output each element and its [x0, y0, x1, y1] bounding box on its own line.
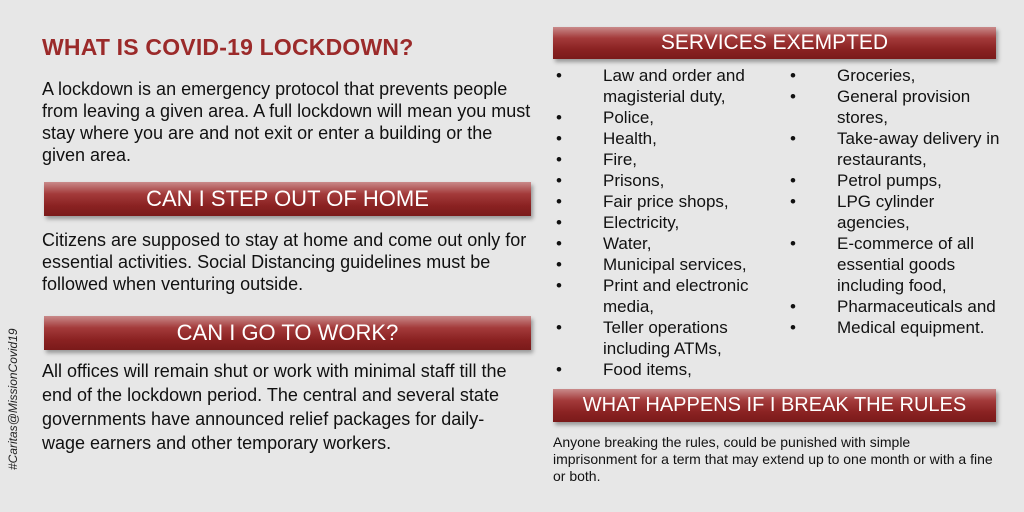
bullet-icon: • — [556, 108, 562, 127]
services-heading: SERVICES EXEMPTED — [660, 31, 889, 54]
service-item-label: Groceries, — [837, 66, 916, 85]
service-item — [553, 233, 778, 254]
step-out-paragraph: Citizens are supposed to stay at home and come out only for essential activities. Social Distancing guidelines must be followed when venturing outside. — [42, 230, 527, 294]
step-out-heading: CAN I STEP OUT OF HOME — [146, 186, 429, 211]
service-item-label: Electricity, — [603, 213, 680, 232]
bullet-icon: • — [790, 318, 796, 337]
bullet-icon: • — [790, 87, 796, 106]
service-item — [787, 170, 1009, 191]
bullet-icon: • — [790, 297, 796, 316]
service-item-label: Petrol pumps, — [837, 171, 942, 190]
service-item — [553, 317, 778, 359]
service-item-label: Pharmaceuticals and — [837, 297, 996, 316]
service-item-label: Fair price shops, — [603, 192, 729, 211]
bullet-icon: • — [790, 129, 796, 148]
service-item — [553, 191, 778, 212]
rules-paragraph: Anyone breaking the rules, could be punished with simple imprisonment for a term that may extend up to one month or with a fine or both. — [553, 434, 993, 484]
intro-paragraph: A lockdown is an emergency protocol that prevents people from leaving a given area. A full lockdown will mean you must stay where you are and not exit or enter a building or the given area. — [42, 79, 531, 165]
page-title: WHAT IS COVID-19 LOCKDOWN? — [42, 34, 414, 60]
service-item-label: E-commerce of all essential goods including food, — [837, 234, 974, 295]
service-item — [553, 107, 778, 128]
service-item — [553, 65, 778, 107]
services-banner — [553, 27, 996, 59]
work-paragraph: All offices will remain shut or work with minimal staff till the end of the lockdown period. The central and several state governments have announced relief packages for daily-wage earners and other temporary workers. — [42, 361, 507, 453]
service-item-label: Print and electronic media, — [603, 276, 749, 316]
services-list-left — [553, 65, 778, 380]
service-item-label: Water, — [603, 234, 652, 253]
bullet-icon: • — [556, 129, 562, 148]
service-item — [553, 170, 778, 191]
service-item — [787, 86, 1009, 128]
bullet-icon: • — [556, 66, 562, 85]
service-item — [787, 296, 1009, 317]
service-item-label: Police, — [603, 108, 655, 127]
services-list-right — [787, 65, 1009, 338]
service-item — [553, 254, 778, 275]
service-item — [787, 317, 1009, 338]
service-item-label: Prisons, — [603, 171, 665, 190]
bullet-icon: • — [556, 213, 562, 232]
service-item-label: Health, — [603, 129, 657, 148]
bullet-icon: • — [790, 66, 796, 85]
watermark-hashtag: #Caritas@MissionCovid19 — [6, 328, 20, 470]
service-item — [787, 128, 1009, 170]
service-item — [787, 191, 1009, 233]
service-item — [553, 359, 778, 380]
service-item-label: Take-away delivery in restaurants, — [837, 129, 1000, 169]
bullet-icon: • — [556, 192, 562, 211]
bullet-icon: • — [556, 234, 562, 253]
service-item — [787, 233, 1009, 296]
service-item-label: Food items, — [603, 360, 692, 379]
service-item — [553, 149, 778, 170]
step-out-banner — [44, 182, 531, 216]
service-item-label: General provision stores, — [837, 87, 971, 127]
work-heading: CAN I GO TO WORK? — [176, 320, 399, 345]
bullet-icon: • — [556, 276, 562, 295]
service-item-label: Law and order and magisterial duty, — [603, 66, 745, 106]
rules-banner — [553, 389, 996, 422]
service-item-label: Medical equipment. — [837, 318, 985, 337]
work-banner — [44, 316, 531, 350]
rules-heading: WHAT HAPPENS IF I BREAK THE RULES — [582, 394, 967, 416]
service-item — [787, 65, 1009, 86]
bullet-icon: • — [790, 171, 796, 190]
bullet-icon: • — [790, 192, 796, 211]
service-item-label: Teller operations including ATMs, — [603, 318, 728, 358]
service-item-label: LPG cylinder agencies, — [837, 192, 935, 232]
bullet-icon: • — [556, 318, 562, 337]
bullet-icon: • — [556, 171, 562, 190]
bullet-icon: • — [556, 255, 562, 274]
service-item — [553, 128, 778, 149]
bullet-icon: • — [556, 360, 562, 379]
service-item-label: Municipal services, — [603, 255, 747, 274]
bullet-icon: • — [556, 150, 562, 169]
service-item-label: Fire, — [603, 150, 637, 169]
service-item — [553, 212, 778, 233]
service-item — [553, 275, 778, 317]
bullet-icon: • — [790, 234, 796, 253]
